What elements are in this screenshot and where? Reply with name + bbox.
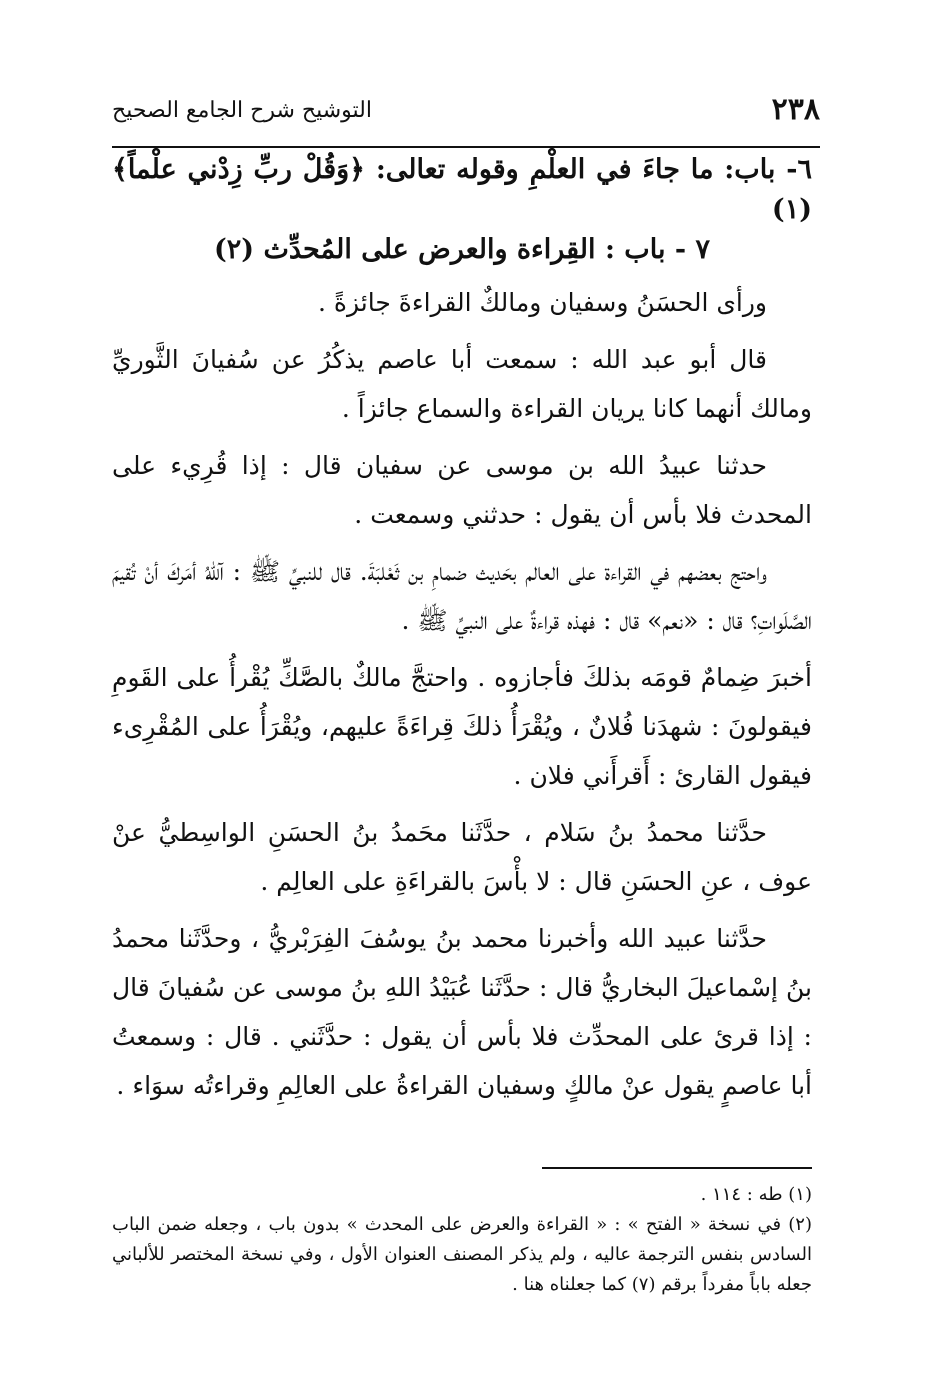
running-title: التوشيح شرح الجامع الصحيح (112, 98, 372, 123)
paragraph: قال أبو عبد الله : سمعت أبا عاصم يذكُرُ عن سُفيانَ الثَّوريِّ ومالك أنهما كانا يريان القراءة والسماع جائزاً . (112, 345, 812, 423)
page-header (112, 92, 820, 138)
page-number: ٢٣٨ (771, 92, 820, 127)
paragraph: حدَّثنا عبيد الله وأخبرنا محمد بنُ يوسُفَ الفِرَبْريُّ ، وحدَّثَنا محمدُ بنُ إسْماعيلَ البخاريُّ قال : حدَّثَنا عُبَيْدُ اللهِ بنُ موسى عن سُفيانَ قال : إذا قرئ على المحدِّث فلا بأس أن يقول : حدَّثَني . قال : وسمعتُ أبا عاصمٍ يقول عنْ مالكٍ وسفيان القراءةُ على العالِمِ وقراءتُه سوَاء . (112, 924, 812, 1100)
header-rule (112, 146, 820, 148)
chapter-heading-7: ٧ - باب : القِراءة والعرض على المُحدِّث (٢) (214, 234, 710, 265)
paragraph: واحتج بعضهم في القراءة على العالم بحَديث ضمامِ بن ثَعْلبَةَ. قال للنبيِّ ﷺ : آللهُ أمَركَ أنْ تُقيمَ الصَّلَواتِ؟ قال : «نعم» قال : فهذه قراءةٌ على النبيِّ ﷺ . (112, 557, 812, 635)
footnote-2: (٢) في نسخة « الفتح » : « القراءة والعرض على المحدث » بدون باب ، وجعله ضمن الباب السادس بنفس الترجمة عاليه ، ولم يذكر المصنف العنوان الأول ، وفي نسخة المختصر للألباني جعله باباً مفرداً برقم (٧) كما جعلناه هنا . (112, 1214, 812, 1295)
footnote-1: (١) طه : ١١٤ . (700, 1184, 812, 1205)
footnote-rule (542, 1167, 812, 1169)
chapter-heading-6: ٦- باب: ما جاءَ في العلْمِ وقوله تعالى: ﴿وَقُلْ ربِّ زِدْني علْماً﴾(١) (112, 154, 812, 225)
paragraph: ورأى الحسَنُ وسفيان ومالكٌ القراءةَ جائزةً . (318, 288, 767, 317)
footnotes (112, 1180, 812, 1300)
paragraph: حدَّثنا محمدُ بنُ سَلام ، حدَّثَنا محَمدُ بنُ الحسَنِ الواسِطيُّ عنْ عوف ، عنِ الحسَنِ قال : لا بأْسَ بالقراءَةِ على العالِم . (112, 818, 812, 896)
paragraph: أخبرَ ضِمامٌ قومَه بذلكَ فأجازوه . واحتجَّ مالكٌ بالصَّكِّ يُقْرأُ على القَومِ فيقولونَ : شهدَنا فُلانٌ ، ويُقْرَأُ ذلكَ قِراءَةً عليهم، ويُقْرَأُ على المُقْرِىء فيقول القارئ : أَقرأَني فلان . (112, 663, 812, 790)
main-text (112, 150, 812, 1110)
paragraph: حدثنا عبيدُ الله بن موسى عن سفيان قال : إذا قُرِيء على المحدث فلا بأس أن يقول : حدثني وسمعت . (112, 451, 812, 529)
